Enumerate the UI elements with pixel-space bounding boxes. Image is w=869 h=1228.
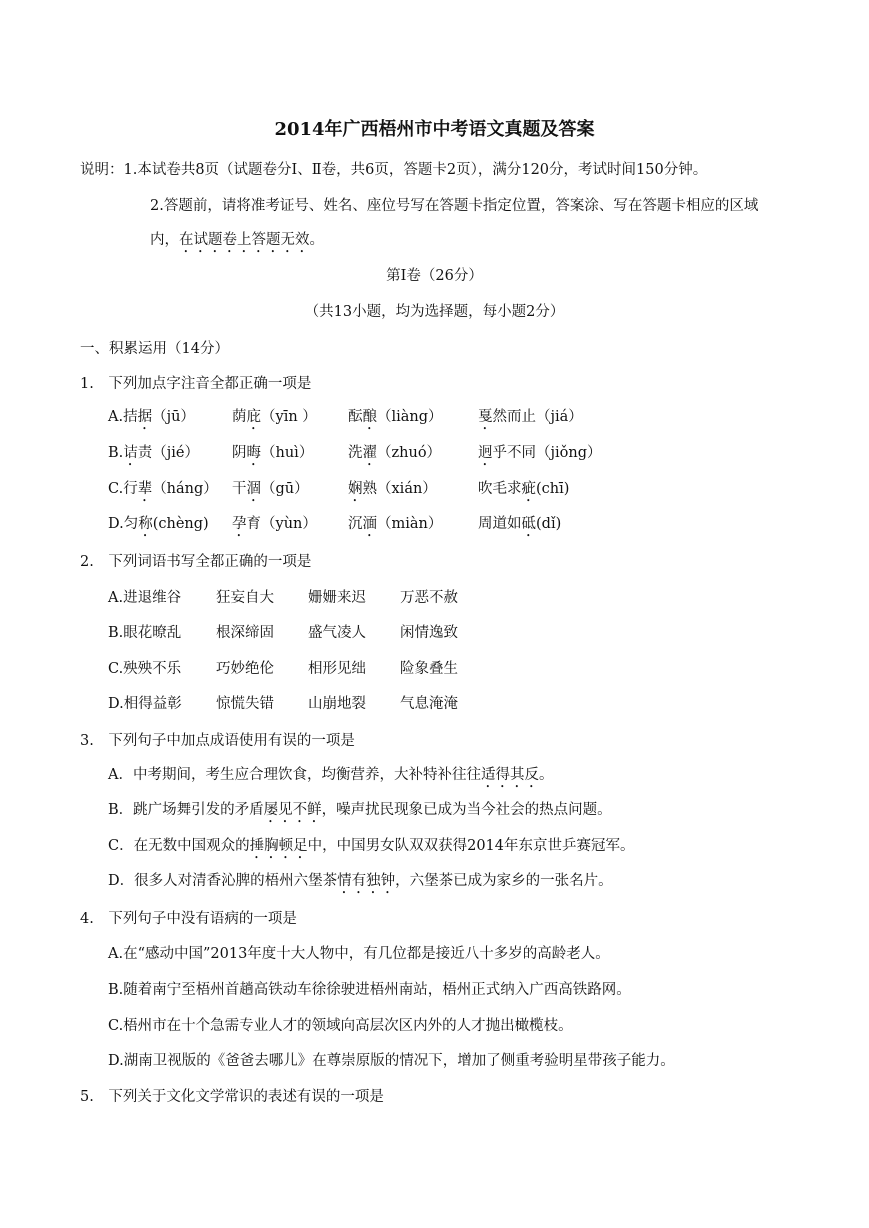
q2-a-3: 姗姗来迟 xyxy=(308,590,366,606)
q4-option-a: A.在“感动中国”2013年度十大人物中，有几位都是接近八十多岁的高龄老人。 xyxy=(108,946,610,962)
volume-subtitle: （共13小题，均为选择题，每小题2分） xyxy=(304,304,565,320)
q2-c-1: C.殃殃不乐 xyxy=(108,661,182,677)
q3-option-a: A．中考期间，考生应合理饮食，均衡营养，大补特补往往适得其反。 xyxy=(108,767,554,783)
q1-d-4: 周道如砥(dǐ) xyxy=(478,516,562,532)
q2-a-4: 万恶不赦 xyxy=(400,590,458,606)
q1-c-2: 干涸（gū） xyxy=(232,481,309,497)
q3-option-d: D．很多人对清香沁脾的梧州六堡茶情有独钟，六堡茶已成为家乡的一张名片。 xyxy=(108,873,613,889)
q2-d-1: D.相得益彰 xyxy=(108,696,182,712)
q2-b-3: 盛气凌人 xyxy=(308,625,366,641)
q1-b-3: 洗濯（zhuó） xyxy=(348,445,442,461)
q2-b-4: 闲情逸致 xyxy=(400,625,458,641)
note-line-3-pre: 内， xyxy=(150,232,179,248)
note-line-3 xyxy=(150,230,324,256)
note-line-1: 说明：1.本试卷共8页（试题卷分Ⅰ、Ⅱ卷，共6页，答题卡2页），满分120分，考试时间150分钟。 xyxy=(80,162,708,178)
q4-option-b: B.随着南宁至梧州首趟高铁动车徐徐驶进梧州南站，梧州正式纳入广西高铁路网。 xyxy=(108,982,631,998)
q2-a-1: A.进退维谷 xyxy=(108,590,182,606)
q3-option-c: C．在无数中国观众的捶胸顿足中，中国男女队双双获得2014年东京世乒赛冠军。 xyxy=(108,838,635,854)
q1-d-3: 沉湎（miàn） xyxy=(348,516,443,532)
q1-a-2: 荫庇（yīn ） xyxy=(232,409,317,425)
note-line-2: 2.答题前，请将准考证号、姓名、座位号写在答题卡指定位置，答案涂、写在答题卡相应的区域 xyxy=(150,198,759,214)
q2-b-1: B.眼花暸乱 xyxy=(108,625,182,641)
q1-c-3: 娴熟（xián） xyxy=(348,481,437,497)
q2-d-4: 气息淹淹 xyxy=(400,696,458,712)
page-title: 2014年广西梧州市中考语文真题及答案 xyxy=(274,119,595,140)
q4-stem: 4. 下列句子中没有语病的一项是 xyxy=(80,911,297,927)
q1-b-1: B.诘责（jié） xyxy=(108,445,199,461)
note-line-3-emphasis: 在试题卷上答题无效 xyxy=(179,232,310,248)
q4-option-c: C.梧州市在十个急需专业人才的领域向高层次区内外的人才抛出橄榄枝。 xyxy=(108,1018,573,1034)
section-heading: 一、积累运用（14分） xyxy=(80,341,229,357)
q1-b-2: 阴晦（huì） xyxy=(232,445,314,461)
q1-d-1: D.匀称(chèng) xyxy=(108,516,209,532)
q1-c-1: C.行辈（háng） xyxy=(108,481,218,497)
q1-b-4: 迥乎不同（jiǒng） xyxy=(478,445,602,461)
q1-a-3: 酝酿（liàng） xyxy=(348,409,443,425)
q1-d-2: 孕育（yùn） xyxy=(232,516,317,532)
q2-a-2: 狂妄自大 xyxy=(216,590,274,606)
q4-option-d: D.湖南卫视版的《爸爸去哪儿》在尊崇原版的情况下，增加了侧重考验明星带孩子能力。 xyxy=(108,1053,675,1069)
q2-c-3: 相形见绌 xyxy=(308,661,366,677)
q2-d-2: 惊慌失错 xyxy=(216,696,274,712)
q1-a-4: 戛然而止（jiá） xyxy=(478,409,583,425)
q5-stem: 5. 下列关于文化文学常识的表述有误的一项是 xyxy=(80,1089,384,1105)
q3-option-b: B．跳广场舞引发的矛盾屡见不鲜，噪声扰民现象已成为当今社会的热点问题。 xyxy=(108,802,612,818)
q3-stem: 3. 下列句子中加点成语使用有误的一项是 xyxy=(80,733,355,749)
q1-a-1: A.拮据（jū） xyxy=(108,409,195,425)
note-line-3-post: 。 xyxy=(309,232,324,248)
q2-d-3: 山崩地裂 xyxy=(308,696,366,712)
volume-title: 第Ⅰ卷（26分） xyxy=(386,268,483,284)
q1-stem: 1. 下列加点字注音全都正确一项是 xyxy=(80,376,312,392)
q2-c-2: 巧妙绝伦 xyxy=(216,661,274,677)
q1-c-4: 吹毛求疵(chī) xyxy=(478,481,570,497)
q2-b-2: 根深缔固 xyxy=(216,625,274,641)
q2-stem: 2. 下列词语书写全都正确的一项是 xyxy=(80,554,312,570)
q2-c-4: 险象叠生 xyxy=(400,661,458,677)
